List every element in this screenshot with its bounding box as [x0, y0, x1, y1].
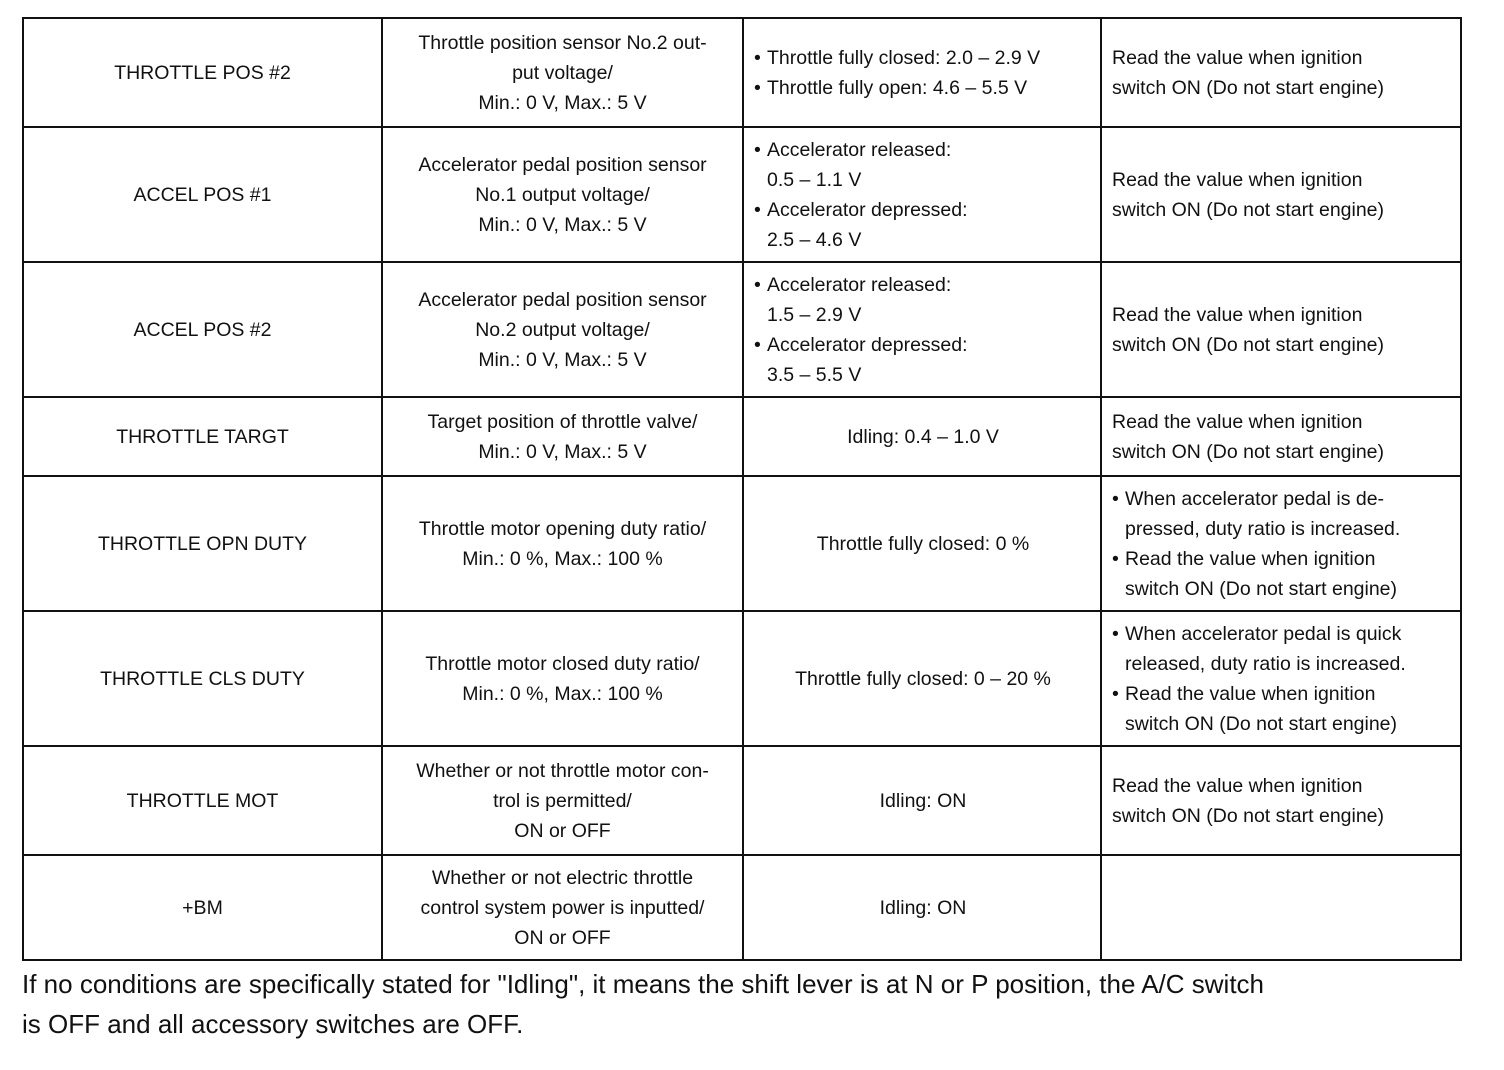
table-row	[23, 397, 1461, 476]
list-item: • Accelerator released: 0.5 – 1.1 V	[754, 135, 1092, 195]
normal-condition-cell: Idling: 0.4 – 1.0 V	[743, 397, 1101, 476]
table-row	[23, 18, 1461, 127]
list-item: • Accelerator released: 1.5 – 2.9 V	[754, 270, 1092, 330]
description-cell: Throttle motor opening duty ratio/ Min.: 0 %, Max.: 100 %	[382, 476, 743, 611]
item-name-cell: THROTTLE TARGT	[23, 397, 382, 476]
footnote-line: If no conditions are specifically stated for "Idling", it means the shift lever is at N or P position, the A/C switch	[22, 969, 1265, 999]
item-name-cell: ACCEL POS #1	[23, 127, 382, 262]
normal-condition-cell: Throttle fully closed: 0 %	[743, 476, 1101, 611]
normal-condition-cell: Throttle fully closed: 0 – 20 %	[743, 611, 1101, 746]
description-cell: Target position of throttle valve/ Min.: 0 V, Max.: 5 V	[382, 397, 743, 476]
list-item: • When accelerator pedal is quick released, duty ratio is increased.	[1112, 619, 1452, 679]
note-cell	[1101, 476, 1461, 611]
normal-condition-cell	[743, 262, 1101, 397]
table-row	[23, 611, 1461, 746]
table-row	[23, 262, 1461, 397]
note-cell: Read the value when ignition switch ON (Do not start engine)	[1101, 262, 1461, 397]
description-cell: Throttle motor closed duty ratio/ Min.: 0 %, Max.: 100 %	[382, 611, 743, 746]
table-row	[23, 476, 1461, 611]
item-name-cell: ACCEL POS #2	[23, 262, 382, 397]
description-cell: Accelerator pedal position sensor No.1 output voltage/ Min.: 0 V, Max.: 5 V	[382, 127, 743, 262]
item-name-cell: THROTTLE CLS DUTY	[23, 611, 382, 746]
table-row	[23, 127, 1461, 262]
list-item: • Throttle fully open: 4.6 – 5.5 V	[754, 73, 1092, 103]
note-cell: Read the value when ignition switch ON (Do not start engine)	[1101, 127, 1461, 262]
description-cell: Whether or not throttle motor con- trol is permitted/ ON or OFF	[382, 746, 743, 855]
list-item: • Accelerator depressed: 3.5 – 5.5 V	[754, 330, 1092, 390]
item-name-cell: +BM	[23, 855, 382, 960]
description-cell: Accelerator pedal position sensor No.2 output voltage/ Min.: 0 V, Max.: 5 V	[382, 262, 743, 397]
normal-condition-cell	[743, 18, 1101, 127]
footnote-line: is OFF and all accessory switches are OFF.	[22, 1009, 524, 1039]
list-item: • Read the value when ignition switch ON (Do not start engine)	[1112, 679, 1452, 739]
description-cell: Whether or not electric throttle control system power is inputted/ ON or OFF	[382, 855, 743, 960]
item-name-cell: THROTTLE MOT	[23, 746, 382, 855]
list-item: • When accelerator pedal is de- pressed, duty ratio is increased.	[1112, 484, 1452, 544]
normal-condition-cell: Idling: ON	[743, 855, 1101, 960]
note-cell	[1101, 611, 1461, 746]
list-item: • Throttle fully closed: 2.0 – 2.9 V	[754, 43, 1092, 73]
note-cell: Read the value when ignition switch ON (Do not start engine)	[1101, 18, 1461, 127]
table-row	[23, 746, 1461, 855]
table-row	[23, 855, 1461, 960]
note-cell: Read the value when ignition switch ON (Do not start engine)	[1101, 746, 1461, 855]
normal-condition-cell: Idling: ON	[743, 746, 1101, 855]
list-item: • Read the value when ignition switch ON (Do not start engine)	[1112, 544, 1452, 604]
normal-condition-cell	[743, 127, 1101, 262]
note-cell: Read the value when ignition switch ON (Do not start engine)	[1101, 397, 1461, 476]
description-cell: Throttle position sensor No.2 out- put voltage/ Min.: 0 V, Max.: 5 V	[382, 18, 743, 127]
item-name-cell: THROTTLE POS #2	[23, 18, 382, 127]
item-name-cell: THROTTLE OPN DUTY	[23, 476, 382, 611]
note-cell-empty	[1101, 855, 1461, 960]
footnote	[22, 964, 1472, 1044]
data-list-table	[22, 17, 1462, 961]
list-item: • Accelerator depressed: 2.5 – 4.6 V	[754, 195, 1092, 255]
